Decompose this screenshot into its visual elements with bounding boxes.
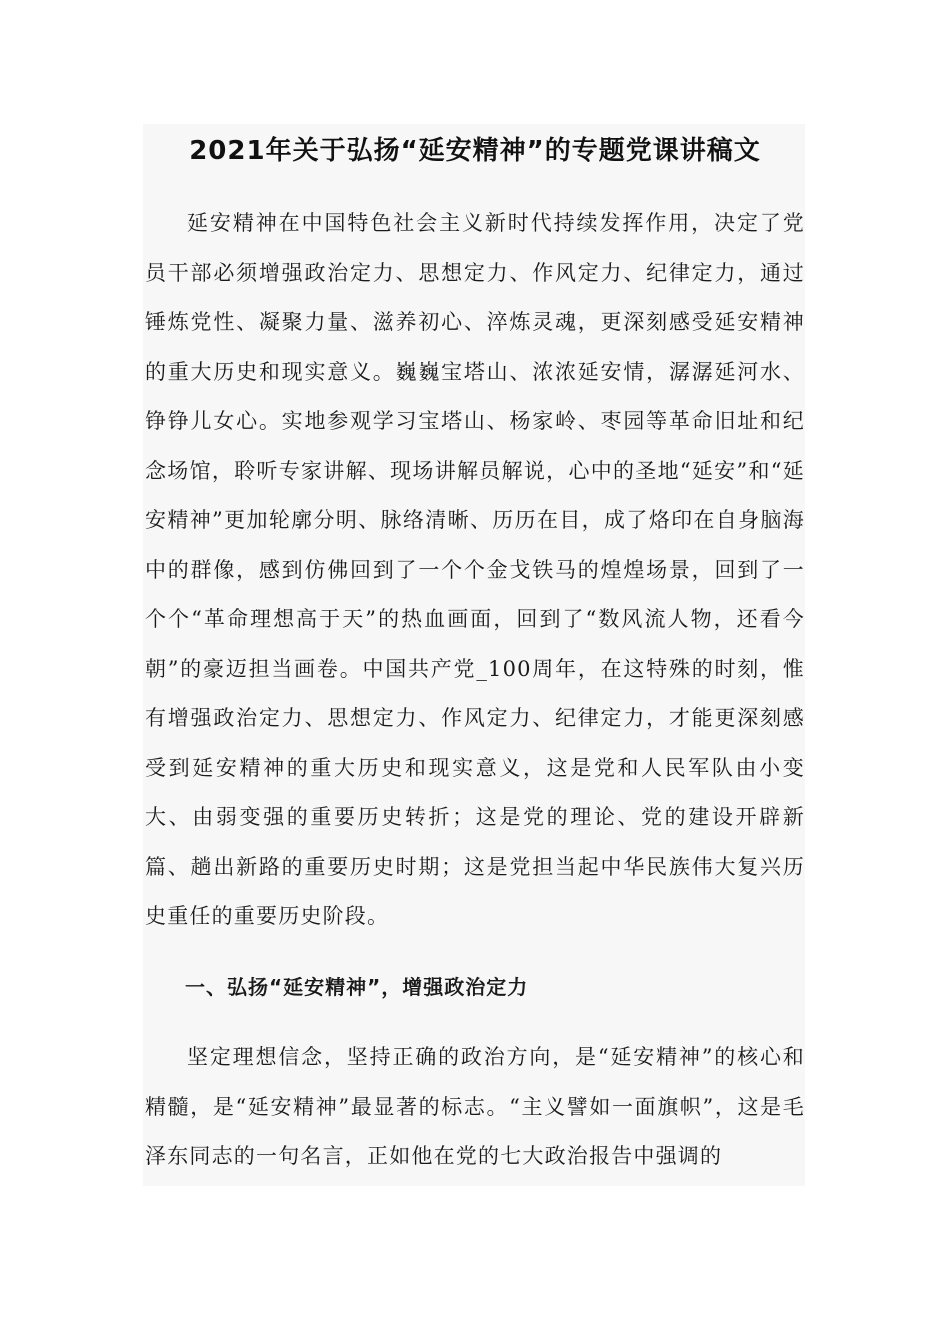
document-title: 2021年关于弘扬“延安精神”的专题党课讲稿文 xyxy=(189,136,761,166)
document-body xyxy=(145,199,805,1182)
body-paragraph-1: 延安精神在中国特色社会主义新时代持续发挥作用，决定了党员干部必须增强政治定力、思想定力、作风定力、纪律定力，通过锤炼党性、凝聚力量、滋养初心、淬炼灵魂，更深刻感受延安精神的重大历史和现实意义。巍巍宝塔山、浓浓延安情，潺潺延河水、铮铮儿女心。实地参观学习宝塔山、杨家岭、枣园等革命旧址和纪念场馆，聆听专家讲解、现场讲解员解说，心中的圣地“延安”和“延安精神”更加轮廓分明、脉络清晰、历历在目，成了烙印在自身脑海中的群像，感到仿佛回到了一个个金戈铁马的煌煌场景，回到了一个个“革命理想高于天”的热血画面，回到了“数风流人物，还看今朝”的豪迈担当画卷。中国共产党_100周年，在这特殊的时刻，惟有增强政治定力、思想定力、作风定力、纪律定力，才能更深刻感受到延安精神的重大历史和现实意义，这是党和人民军队由小变大、由弱变强的重要历史转折；这是党的理论、党的建设开辟新篇、趟出新路的重要历史时期；这是党担当起中华民族伟大复兴历史重任的重要历史阶段。 xyxy=(145,211,805,928)
section-heading-1: 一、弘扬“延安精神”，增强政治定力 xyxy=(185,974,529,999)
body-paragraph-2: 坚定理想信念，坚持正确的政治方向，是“延安精神”的核心和精髓，是“延安精神”最显著的标志。“主义譬如一面旗帜”，这是毛泽东同志的一句名言，正如他在党的七大政治报告中强调的 xyxy=(145,1045,805,1168)
